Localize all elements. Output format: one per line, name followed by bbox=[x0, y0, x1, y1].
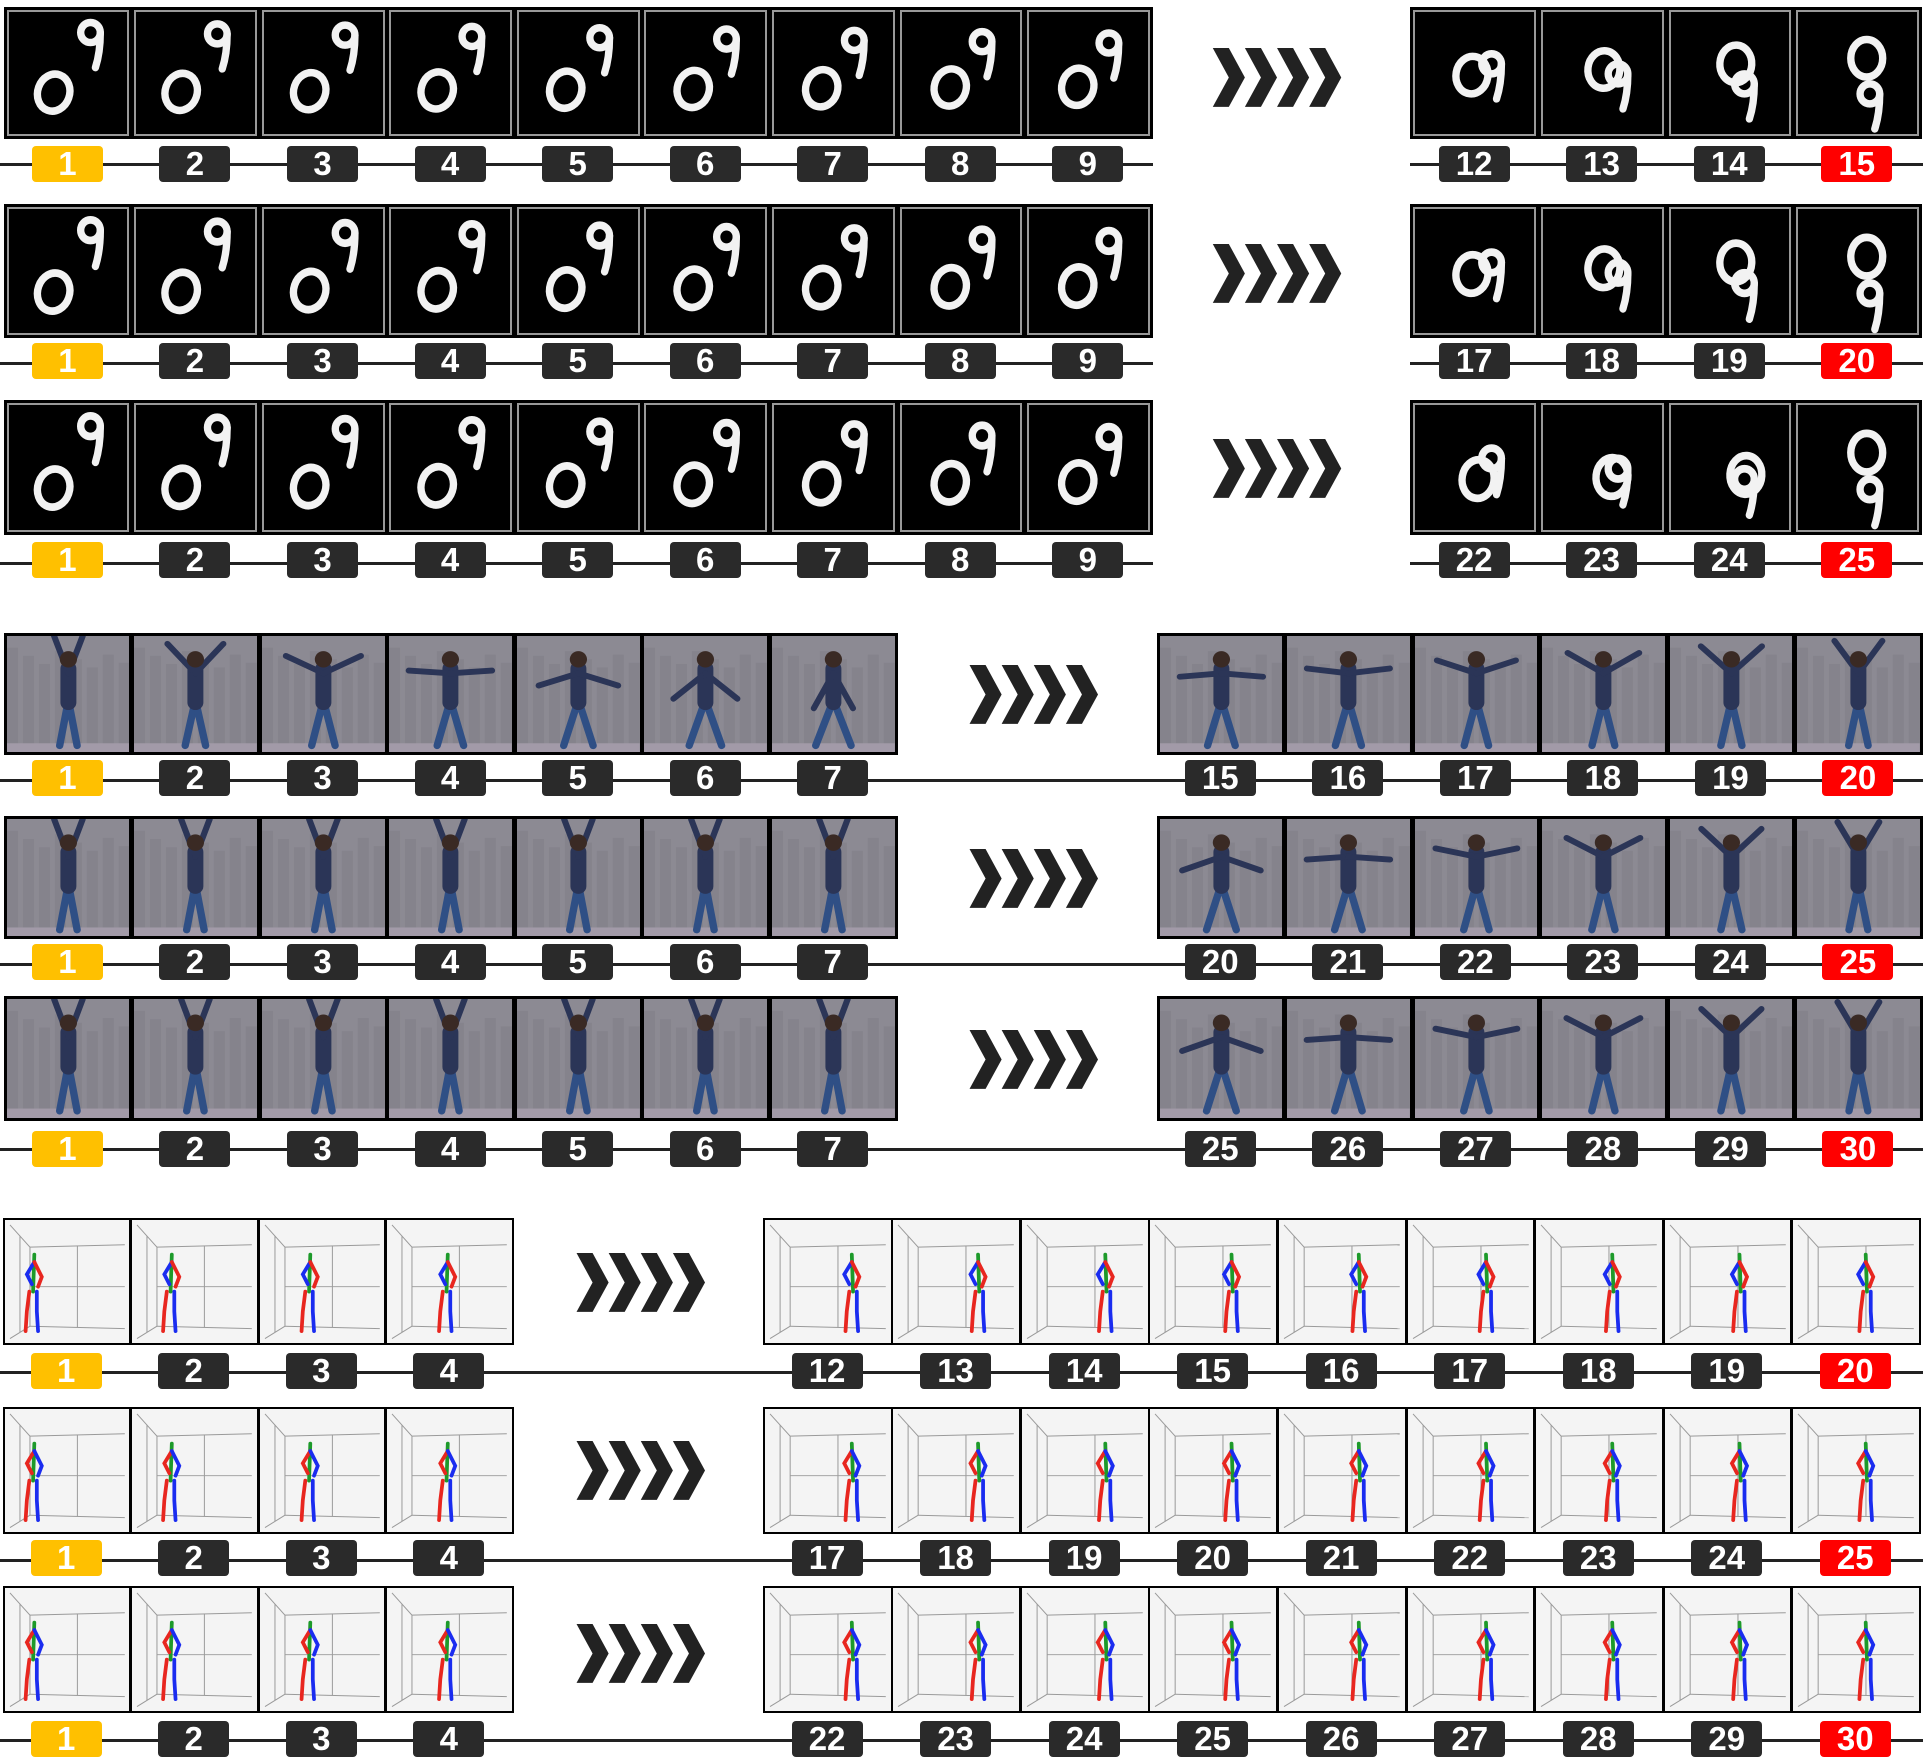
start-frame-label: 1 bbox=[31, 1721, 102, 1757]
mnist-frame bbox=[1024, 204, 1153, 339]
frame-number-label: 25 bbox=[1177, 1721, 1248, 1757]
pose-frame bbox=[763, 1586, 893, 1714]
kth-frame bbox=[131, 633, 260, 756]
pose-frame bbox=[1534, 1407, 1664, 1535]
mnist-frame bbox=[386, 204, 515, 339]
pose-frame bbox=[258, 1586, 387, 1714]
kth-frame bbox=[1284, 633, 1413, 756]
mnist-frame bbox=[131, 400, 260, 535]
kth-frame bbox=[641, 633, 770, 756]
pose-frame bbox=[1277, 1218, 1407, 1346]
start-frame-label: 1 bbox=[31, 1540, 102, 1576]
kth-frame bbox=[1157, 633, 1286, 756]
kth-frame bbox=[4, 816, 133, 940]
frame-number-label: 8 bbox=[925, 146, 996, 182]
frame-number-label: 4 bbox=[413, 1353, 484, 1389]
kth-frame bbox=[1539, 816, 1668, 940]
end-frame-label: 20 bbox=[1822, 760, 1893, 796]
pose-frame bbox=[1406, 1218, 1536, 1346]
mnist-frame bbox=[386, 400, 515, 535]
frame-number-label: 27 bbox=[1440, 1131, 1511, 1167]
pose-frame bbox=[1791, 1218, 1921, 1346]
frame-number-label: 26 bbox=[1312, 1131, 1383, 1167]
mnist-frame bbox=[386, 7, 515, 138]
chevron-arrow-icon bbox=[969, 1030, 1104, 1089]
mnist-frame bbox=[769, 204, 898, 339]
frame-number-label: 25 bbox=[1185, 1131, 1256, 1167]
kth-frame bbox=[4, 996, 133, 1121]
frame-number-label: 12 bbox=[792, 1353, 863, 1389]
pose-frame bbox=[891, 1586, 1021, 1714]
frame-number-label: 4 bbox=[415, 146, 486, 182]
pose-frame bbox=[385, 1586, 514, 1714]
mnist-frame bbox=[1538, 204, 1667, 339]
mnist-frame bbox=[4, 400, 133, 535]
start-frame-label: 1 bbox=[31, 1353, 102, 1389]
pose-frame bbox=[3, 1218, 132, 1346]
frame-number-label: 18 bbox=[1563, 1353, 1634, 1389]
mnist-frame bbox=[1024, 400, 1153, 535]
chevron-arrow-icon bbox=[969, 665, 1104, 724]
mnist-frame bbox=[1666, 7, 1795, 138]
end-frame-label: 25 bbox=[1822, 944, 1893, 980]
chevron-arrow-icon bbox=[576, 1624, 711, 1683]
chevron-arrow-icon bbox=[576, 1441, 711, 1500]
frame-number-label: 4 bbox=[415, 343, 486, 379]
kth-frame bbox=[131, 996, 260, 1121]
frame-number-label: 7 bbox=[797, 944, 868, 980]
kth-frame bbox=[514, 996, 643, 1121]
pose-frame bbox=[891, 1407, 1021, 1535]
frame-number-label: 22 bbox=[1434, 1540, 1505, 1576]
start-frame-label: 1 bbox=[32, 1131, 103, 1167]
frame-number-label: 29 bbox=[1695, 1131, 1766, 1167]
kth-frame bbox=[259, 996, 388, 1121]
mnist-frame bbox=[1538, 400, 1667, 535]
pose-frame bbox=[1148, 1407, 1278, 1535]
pose-frame bbox=[1406, 1407, 1536, 1535]
pose-frame bbox=[385, 1218, 514, 1346]
pose-frame bbox=[385, 1407, 514, 1535]
frame-number-label: 28 bbox=[1567, 1131, 1638, 1167]
chevron-arrow-icon bbox=[1211, 439, 1348, 498]
kth-frame bbox=[514, 816, 643, 940]
frame-number-label: 6 bbox=[670, 760, 741, 796]
frame-number-label: 3 bbox=[287, 760, 358, 796]
frame-number-label: 9 bbox=[1052, 146, 1123, 182]
frame-number-label: 18 bbox=[1567, 760, 1638, 796]
frame-number-label: 6 bbox=[670, 1131, 741, 1167]
frame-number-label: 13 bbox=[920, 1353, 991, 1389]
frame-number-label: 3 bbox=[287, 343, 358, 379]
kth-frame bbox=[1539, 633, 1668, 756]
mnist-frame bbox=[641, 7, 770, 138]
mnist-frame bbox=[897, 204, 1026, 339]
frame-number-label: 17 bbox=[792, 1540, 863, 1576]
end-frame-label: 20 bbox=[1821, 343, 1892, 379]
mnist-frame bbox=[1666, 400, 1795, 535]
kth-frame bbox=[386, 816, 515, 940]
frame-number-label: 24 bbox=[1049, 1721, 1120, 1757]
frame-number-label: 4 bbox=[413, 1721, 484, 1757]
kth-frame bbox=[1667, 633, 1796, 756]
frame-number-label: 4 bbox=[415, 542, 486, 578]
frame-number-label: 3 bbox=[286, 1540, 357, 1576]
kth-frame bbox=[769, 816, 898, 940]
pose-frame bbox=[763, 1407, 893, 1535]
timeline-line bbox=[1153, 963, 1923, 966]
frame-number-label: 3 bbox=[286, 1721, 357, 1757]
frame-number-label: 2 bbox=[158, 1721, 229, 1757]
end-frame-label: 25 bbox=[1820, 1540, 1891, 1576]
mnist-frame bbox=[1410, 7, 1539, 138]
kth-frame bbox=[386, 633, 515, 756]
frame-number-label: 6 bbox=[670, 542, 741, 578]
pose-frame bbox=[1148, 1218, 1278, 1346]
kth-frame bbox=[641, 996, 770, 1121]
pose-frame bbox=[258, 1407, 387, 1535]
mnist-frame bbox=[131, 7, 260, 138]
mnist-frame bbox=[259, 204, 388, 339]
pose-frame bbox=[1663, 1586, 1793, 1714]
pose-frame bbox=[3, 1407, 132, 1535]
sequence-gap-arrows bbox=[1211, 439, 1348, 498]
mnist-frame bbox=[259, 400, 388, 535]
kth-frame bbox=[259, 816, 388, 940]
frame-number-label: 7 bbox=[797, 1131, 868, 1167]
pose-frame bbox=[1020, 1586, 1150, 1714]
sequence-gap-arrows bbox=[576, 1624, 711, 1683]
mnist-frame bbox=[514, 7, 643, 138]
kth-frame bbox=[1794, 816, 1923, 940]
frame-number-label: 17 bbox=[1440, 760, 1511, 796]
frame-number-label: 26 bbox=[1306, 1721, 1377, 1757]
mnist-frame bbox=[259, 7, 388, 138]
mnist-frame bbox=[1538, 7, 1667, 138]
frame-number-label: 16 bbox=[1312, 760, 1383, 796]
frame-number-label: 27 bbox=[1434, 1721, 1505, 1757]
pose-frame bbox=[1277, 1586, 1407, 1714]
mnist-frame bbox=[1793, 400, 1922, 535]
frame-number-label: 18 bbox=[920, 1540, 991, 1576]
kth-frame bbox=[769, 996, 898, 1121]
mnist-frame bbox=[1793, 204, 1922, 339]
mnist-frame bbox=[1666, 204, 1795, 339]
frame-number-label: 3 bbox=[287, 146, 358, 182]
frame-number-label: 9 bbox=[1052, 542, 1123, 578]
kth-frame bbox=[769, 633, 898, 756]
frame-number-label: 22 bbox=[1440, 944, 1511, 980]
start-frame-label: 1 bbox=[32, 146, 103, 182]
timeline-line bbox=[0, 1559, 760, 1562]
frame-number-label: 17 bbox=[1434, 1353, 1505, 1389]
start-frame-label: 1 bbox=[32, 343, 103, 379]
frame-number-label: 19 bbox=[1691, 1353, 1762, 1389]
kth-frame bbox=[1667, 996, 1796, 1121]
chevron-arrow-icon bbox=[576, 1253, 711, 1312]
frame-number-label: 3 bbox=[286, 1353, 357, 1389]
kth-frame bbox=[1412, 996, 1541, 1121]
frame-number-label: 3 bbox=[287, 1131, 358, 1167]
frame-number-label: 2 bbox=[158, 1540, 229, 1576]
mnist-frame bbox=[1410, 204, 1539, 339]
mnist-frame bbox=[897, 7, 1026, 138]
frame-number-label: 5 bbox=[542, 944, 613, 980]
end-frame-label: 30 bbox=[1822, 1131, 1893, 1167]
mnist-frame bbox=[1793, 7, 1922, 138]
mnist-frame bbox=[514, 400, 643, 535]
chevron-arrow-icon bbox=[1211, 244, 1348, 303]
pose-frame bbox=[763, 1218, 893, 1346]
kth-frame bbox=[1157, 996, 1286, 1121]
frame-number-label: 19 bbox=[1694, 343, 1765, 379]
frame-number-label: 7 bbox=[797, 542, 868, 578]
frame-number-label: 2 bbox=[158, 1353, 229, 1389]
frame-number-label: 4 bbox=[415, 1131, 486, 1167]
kth-frame bbox=[1157, 816, 1286, 940]
frame-number-label: 14 bbox=[1694, 146, 1765, 182]
frame-number-label: 8 bbox=[925, 343, 996, 379]
frame-number-label: 6 bbox=[670, 944, 741, 980]
frame-number-label: 2 bbox=[159, 542, 230, 578]
mnist-frame bbox=[4, 204, 133, 339]
pose-frame bbox=[130, 1407, 259, 1535]
chevron-arrow-icon bbox=[969, 849, 1104, 908]
timeline-line bbox=[1153, 779, 1923, 782]
frame-number-label: 2 bbox=[159, 146, 230, 182]
sequence-gap-arrows bbox=[576, 1253, 711, 1312]
kth-frame bbox=[1284, 996, 1413, 1121]
pose-frame bbox=[1663, 1218, 1793, 1346]
kth-frame bbox=[259, 633, 388, 756]
frame-number-label: 12 bbox=[1439, 146, 1510, 182]
pose-frame bbox=[1791, 1586, 1921, 1714]
kth-frame bbox=[386, 996, 515, 1121]
pose-frame bbox=[130, 1586, 259, 1714]
frame-number-label: 19 bbox=[1049, 1540, 1120, 1576]
frame-number-label: 21 bbox=[1312, 944, 1383, 980]
timeline-line bbox=[0, 1739, 760, 1742]
mnist-frame bbox=[4, 7, 133, 138]
frame-number-label: 28 bbox=[1563, 1721, 1634, 1757]
frame-number-label: 29 bbox=[1691, 1721, 1762, 1757]
kth-frame bbox=[641, 816, 770, 940]
mnist-frame bbox=[769, 400, 898, 535]
sequence-gap-arrows bbox=[969, 849, 1104, 908]
end-frame-label: 30 bbox=[1820, 1721, 1891, 1757]
chevron-arrow-icon bbox=[1211, 48, 1348, 107]
frame-number-label: 8 bbox=[925, 542, 996, 578]
frame-number-label: 22 bbox=[792, 1721, 863, 1757]
frame-number-label: 4 bbox=[413, 1540, 484, 1576]
frame-number-label: 7 bbox=[797, 343, 868, 379]
timeline-line bbox=[0, 1371, 760, 1374]
sequence-gap-arrows bbox=[576, 1441, 711, 1500]
frame-number-label: 22 bbox=[1439, 542, 1510, 578]
sequence-gap-arrows bbox=[1211, 48, 1348, 107]
frame-number-label: 5 bbox=[542, 146, 613, 182]
frame-number-label: 9 bbox=[1052, 343, 1123, 379]
frame-number-label: 19 bbox=[1695, 760, 1766, 796]
frame-number-label: 4 bbox=[415, 760, 486, 796]
frame-number-label: 4 bbox=[415, 944, 486, 980]
kth-frame bbox=[1539, 996, 1668, 1121]
pose-frame bbox=[3, 1586, 132, 1714]
kth-frame bbox=[4, 633, 133, 756]
mnist-frame bbox=[131, 204, 260, 339]
pose-frame bbox=[891, 1218, 1021, 1346]
frame-number-label: 6 bbox=[670, 343, 741, 379]
frame-number-label: 17 bbox=[1439, 343, 1510, 379]
mnist-frame bbox=[1024, 7, 1153, 138]
frame-number-label: 7 bbox=[797, 146, 868, 182]
frame-number-label: 3 bbox=[287, 944, 358, 980]
pose-frame bbox=[1020, 1218, 1150, 1346]
frame-number-label: 14 bbox=[1049, 1353, 1120, 1389]
pose-frame bbox=[1277, 1407, 1407, 1535]
frame-number-label: 23 bbox=[1563, 1540, 1634, 1576]
frame-number-label: 5 bbox=[542, 760, 613, 796]
pose-frame bbox=[1406, 1586, 1536, 1714]
kth-frame bbox=[131, 816, 260, 940]
frame-number-label: 20 bbox=[1185, 944, 1256, 980]
frame-number-label: 13 bbox=[1566, 146, 1637, 182]
kth-frame bbox=[1284, 816, 1413, 940]
end-frame-label: 20 bbox=[1820, 1353, 1891, 1389]
frame-number-label: 5 bbox=[542, 1131, 613, 1167]
frame-number-label: 2 bbox=[159, 944, 230, 980]
pose-frame bbox=[1663, 1407, 1793, 1535]
kth-frame bbox=[1794, 996, 1923, 1121]
sequence-gap-arrows bbox=[1211, 244, 1348, 303]
pose-frame bbox=[1791, 1407, 1921, 1535]
mnist-frame bbox=[1410, 400, 1539, 535]
sequence-gap-arrows bbox=[969, 665, 1104, 724]
frame-number-label: 16 bbox=[1306, 1353, 1377, 1389]
frame-number-label: 2 bbox=[159, 1131, 230, 1167]
kth-frame bbox=[1412, 816, 1541, 940]
frame-number-label: 23 bbox=[1566, 542, 1637, 578]
end-frame-label: 25 bbox=[1821, 542, 1892, 578]
pose-frame bbox=[258, 1218, 387, 1346]
frame-number-label: 24 bbox=[1694, 542, 1765, 578]
kth-frame bbox=[1794, 633, 1923, 756]
start-frame-label: 1 bbox=[32, 542, 103, 578]
pose-frame bbox=[130, 1218, 259, 1346]
pose-frame bbox=[1020, 1407, 1150, 1535]
start-frame-label: 1 bbox=[32, 944, 103, 980]
frame-number-label: 2 bbox=[159, 343, 230, 379]
frame-number-label: 23 bbox=[1567, 944, 1638, 980]
sequence-gap-arrows bbox=[969, 1030, 1104, 1089]
frame-number-label: 20 bbox=[1177, 1540, 1248, 1576]
frame-number-label: 21 bbox=[1306, 1540, 1377, 1576]
mnist-frame bbox=[897, 400, 1026, 535]
mnist-frame bbox=[641, 400, 770, 535]
frame-number-label: 6 bbox=[670, 146, 741, 182]
pose-frame bbox=[1148, 1586, 1278, 1714]
kth-frame bbox=[1412, 633, 1541, 756]
mnist-frame bbox=[641, 204, 770, 339]
frame-number-label: 15 bbox=[1185, 760, 1256, 796]
frame-number-label: 3 bbox=[287, 542, 358, 578]
frame-number-label: 2 bbox=[159, 760, 230, 796]
pose-frame bbox=[1534, 1218, 1664, 1346]
frame-number-label: 23 bbox=[920, 1721, 991, 1757]
frame-number-label: 5 bbox=[542, 542, 613, 578]
frame-number-label: 24 bbox=[1695, 944, 1766, 980]
frame-number-label: 5 bbox=[542, 343, 613, 379]
frame-number-label: 24 bbox=[1691, 1540, 1762, 1576]
end-frame-label: 15 bbox=[1821, 146, 1892, 182]
start-frame-label: 1 bbox=[32, 760, 103, 796]
mnist-frame bbox=[514, 204, 643, 339]
mnist-frame bbox=[769, 7, 898, 138]
frame-number-label: 15 bbox=[1177, 1353, 1248, 1389]
pose-frame bbox=[1534, 1586, 1664, 1714]
frame-number-label: 7 bbox=[797, 760, 868, 796]
timeline-line bbox=[1153, 1148, 1923, 1151]
kth-frame bbox=[514, 633, 643, 756]
kth-frame bbox=[1667, 816, 1796, 940]
frame-number-label: 18 bbox=[1566, 343, 1637, 379]
